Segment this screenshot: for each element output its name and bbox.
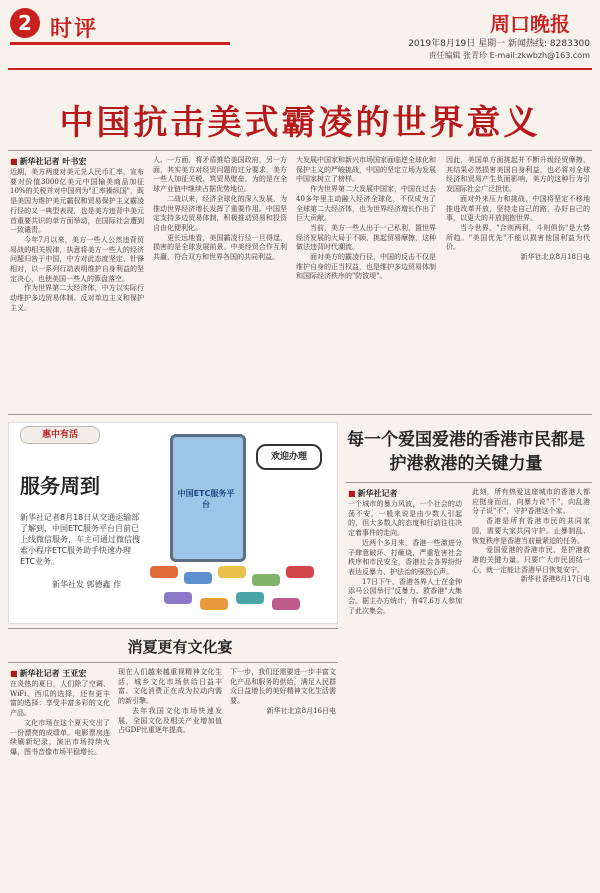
main-col1-para-2: 今年7月以来，美方一些人公然违背贸易战的相关规律，执意将美方一些人的经济问题归咎于中国，中方对此态度坚定、针锋相对，以一系列行动表明维护自身利益的坚定决心，也使美国一些人的算盘落空。 (10, 235, 144, 283)
main-col4-para-3: 当今世界，"合则两利，斗则俱伤"是大势所趋。"美国优先"不能以损害他国利益为代价。 (446, 223, 590, 252)
cartoon-title: 服务周到 (20, 474, 100, 498)
newspaper-brand: 周口晚报 (490, 12, 570, 36)
sub-col3-dateline: 新华社北京8月16日电 (266, 706, 336, 715)
main-col1-para-1: 近期，美方两度对美元兑人民币汇率，宣布要对价值3000亿美元中国输美商品加征10%的关税并对中国列为"汇率操纵国"，既是美国为维护美元霸权和贸易保护主义霸凌行径的又一典型表现，也是美方违背中美元首重要共识的单方面举动，在国际社会遭到一致谴责。 (10, 168, 144, 235)
mid-rule (8, 414, 592, 415)
masthead-rule (8, 68, 592, 70)
cartoon-tag: 惠中有活 (20, 426, 100, 444)
main-col3-para-3: 当前，美方一些人出于一己私利，置世界经济发展的大局于不顾，挑起贸易摩擦，这种做法违背时代潮流。 (296, 223, 436, 252)
main-col3-para-2: 作为世界第二大发展中国家，中国在过去40多年里主动融入经济全球化，不仅成为了全球第二大经济体，也为世界经济增长作出了巨大贡献。 (296, 185, 436, 223)
main-col3-para-4: 面对美方的霸凌行径，中国的反击不仅是维护自身的正当权益，也是维护多边贸易体制和国际经济秩序的"防波堤"。 (296, 253, 436, 281)
hk-headline: 每一个爱国爱港的香港市民都是护港救港的关键力量 (347, 430, 585, 474)
hk-rule (346, 482, 592, 483)
main-byline: ■ 新华社记者 叶书宏 (10, 156, 86, 167)
hk-col2-para-2: 香港是所有香港市民的共同家园，需要大家共同守护。止暴制乱、恢复秩序是香港当前最紧迫的任务。 (472, 517, 590, 545)
hk-col1-para-1: 一个城市的暴力风波，一个社会的动荡不安，一般来说是由少数人引起的，但大多数人的态度和行动往往决定着事件的走向。 (348, 500, 462, 538)
main-col3-para-1: 大发展中国家和新兴市场国家面临逆全球化和保护主义的严峻挑战，中国的坚定立场为发展中国家树立了榜样。 (296, 156, 436, 184)
main-column-4 (446, 156, 590, 408)
speech-bubble: 欢迎办理 (256, 444, 322, 470)
editor: 责任编辑 张青珍 (428, 51, 488, 60)
main-col1-para-3: 作为世界第二大经济体，中方以实际行动维护多边贸易体制、反对单边主义和保护主义。 (10, 284, 144, 312)
sub-top-rule (8, 628, 338, 629)
sub-column-3 (230, 668, 336, 884)
car-illustration (184, 572, 212, 584)
main-col2-para-3: 更长远地看，美国霸凌行径一旦得逞，损害的是全球发展前景。中美经贸合作互利共赢，符合双方和世界各国的共同利益。 (153, 233, 287, 262)
sub-column-2 (118, 668, 222, 884)
car-illustration (218, 566, 246, 578)
main-col4-para-1: 因此，美国单方面挑起并不断升级经贸摩擦，其结果必然损害美国自身利益，也必将对全球经济和贸易产生负面影响，美方的这种行为引发国际社会广泛担忧。 (446, 156, 590, 194)
main-col4-para-2: 面对外来压力和挑战，中国将坚定不移地推进改革开放，坚持走自己的路，办好自己的事，以更大的开放拥抱世界。 (446, 194, 590, 223)
page-number-badge: 2 (10, 8, 40, 38)
sub-col1-para-1: 在炎热的夏日，人们除了空调、WiFi、西瓜的选择，还有更丰富的选择：享受丰富多彩的文化产品。 (10, 680, 110, 718)
main-headline: 中国抗击美式霸凌的世界意义 (59, 103, 541, 143)
main-col4-dateline: 新华社北京8月18日电 (520, 253, 590, 262)
sub-byline: ■ 新华社记者 王亚宏 (10, 668, 86, 679)
date: 2019年8月19日 星期一 (408, 39, 506, 49)
hk-column-1 (348, 500, 462, 884)
car-illustration (286, 566, 314, 578)
main-col2-para-2: 二战以来，经济全球化的深入发展，为推动世界经济增长发挥了重要作用。中国坚定支持多边贸易体制，积极推动贸易和投资自由化便利化。 (153, 194, 287, 232)
main-column-1 (10, 168, 144, 408)
dateline (320, 36, 590, 49)
hotline: 新闻热线: 8283300 (508, 39, 590, 49)
sub-col1-para-2: 文化市场在这个夏天交出了一份漂亮的成绩单。电影票房连续刷新纪录，演出市场持续火爆，图书音像市场平稳增长。 (10, 718, 110, 756)
main-column-3 (296, 156, 436, 408)
section-underline (10, 42, 230, 45)
hk-col2-dateline: 新华社香港8月17日电 (520, 575, 590, 584)
car-illustration (272, 598, 300, 610)
hk-col1-para-3: 17日下午，香港各界人士在金钟添马公园举行"反暴力、救香港"大集会。据主办方统计，有47.6万人参加了此次集会。 (348, 577, 462, 615)
main-column-2 (153, 156, 287, 408)
phone-screen-label: 中国ETC服务平台 (177, 489, 235, 509)
car-illustration (236, 592, 264, 604)
sub-column-1 (10, 680, 110, 884)
sub-col2-para-2: 去年我国文化市场快速发展，全国文化及相关产业增加值占GDP比重逐年提高。 (118, 706, 222, 735)
sub-col3-para-1: 下一步，我们还需要进一步丰富文化产品和服务的供给，满足人民群众日益增长的美好精神文化生活需要。 (230, 668, 336, 706)
sub-headline: 消夏更有文化宴 (127, 638, 233, 656)
hk-col2-para-3: 爱国爱港的香港市民，是护港救港的关键力量。只要广大市民团结一心，就一定能让香港早日恢复安宁。 (472, 546, 590, 574)
car-illustration (200, 598, 228, 610)
sub-col2-para-1: 现在人们越来越重视精神文化生活，城乡文化市场供给日益丰富。文化消费正在成为拉动内需的新引擎。 (118, 668, 222, 706)
cartoon-signature: 新华社发 郭德鑫 作 (52, 580, 122, 589)
car-illustration (252, 574, 280, 586)
car-illustration (150, 566, 178, 578)
headline-rule (8, 150, 592, 151)
sub-rule (8, 662, 338, 663)
email: E-mail:zkwbzh@163.com (489, 51, 590, 60)
hk-byline: ■ 新华社记者 (348, 488, 398, 499)
main-col2-para-1: 人、一方面，将矛盾推给美国政府，另一方面，其实美方对经贸问题的过分要求，美方一些人加征关税、筑贸易壁垒，为的是在全球产业链中继续占据优势地位。 (153, 156, 287, 194)
editor-line (320, 50, 590, 61)
cartoon-caption: 新华社记者8月18日从交通运输部了解到，中国ETC服务平台目前已上线微信服务，车主可通过微信搜索小程序ETC服务助手快速办理ETC业务。 (20, 513, 140, 566)
car-illustration (164, 592, 192, 604)
hk-col2-para-1: 此刻，所有热爱这座城市的香港人都应挺身而出，向暴力说"不"，向乱港分子说"不"，守护香港这个家。 (472, 488, 590, 516)
hk-column-2 (472, 488, 590, 884)
section-title: 时评 (50, 17, 99, 42)
hk-col1-para-2: 近两个多月来，香港一些激进分子肆意破坏、打砸烧，严重危害社会秩序和市民安全，香港社会各界纷纷表达反暴力、护法治的强烈心声。 (348, 538, 462, 576)
